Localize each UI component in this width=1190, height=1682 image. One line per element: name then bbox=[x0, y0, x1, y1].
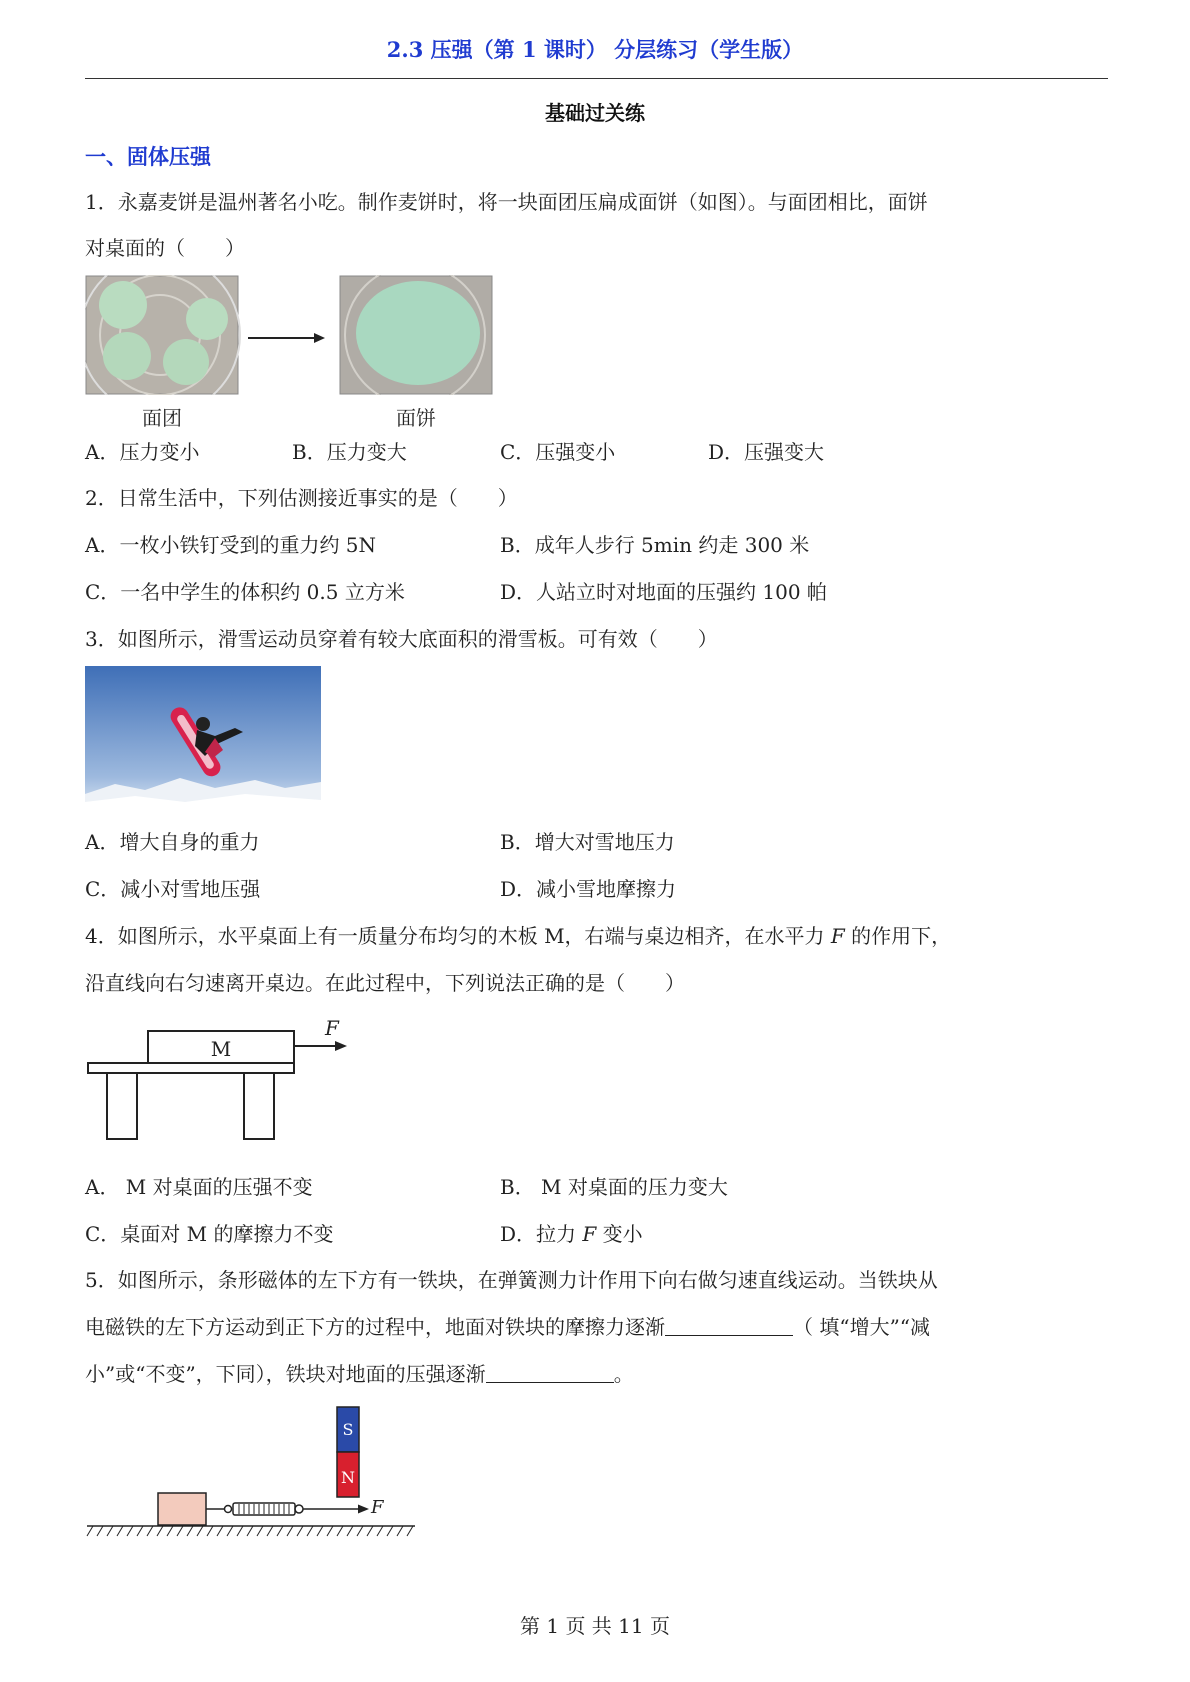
tabletop bbox=[88, 1063, 294, 1073]
q5-blank-friction[interactable] bbox=[665, 1317, 793, 1336]
q5-force-label: F bbox=[371, 1497, 384, 1518]
magnet-s-label: S bbox=[342, 1420, 354, 1439]
q5-line3 bbox=[85, 1362, 634, 1386]
q3-option-a[interactable]: A．增大自身的重力 bbox=[85, 830, 260, 854]
q5-line2-text-a: 电磁铁的左下方运动到正下方的过程中，地面对铁块的摩擦力逐渐 bbox=[85, 1315, 665, 1339]
q4-option-d-text-a: D．拉力 bbox=[500, 1222, 583, 1246]
q3-snowboarder-photo bbox=[85, 666, 321, 814]
q4-line1-var: F bbox=[830, 924, 845, 948]
q2-option-d[interactable]: D．人站立时对地面的压强约 100 帕 bbox=[500, 580, 827, 604]
q5-line3-text-a: 小”或“不变”，下同），铁块对地面的压强逐渐 bbox=[85, 1362, 486, 1386]
q4-option-d-var: F bbox=[582, 1222, 597, 1246]
q1-option-b[interactable]: B．压力变大 bbox=[292, 440, 407, 464]
board-label: M bbox=[210, 1037, 232, 1061]
q5-line2-text-b: （ 填“增大”“减 bbox=[793, 1315, 931, 1339]
q4-line1-text-a: 4．如图所示，水平桌面上有一质量分布均匀的木板 M，右端与桌边相齐，在水平力 bbox=[85, 924, 831, 948]
iron-block bbox=[158, 1493, 206, 1525]
document-title: 2.3 压强（第 1 课时） 分层练习（学生版） bbox=[386, 37, 804, 62]
q4-line2: 沿直线向右匀速离开桌边。在此过程中，下列说法正确的是（ ） bbox=[85, 971, 685, 995]
q5-magnet-figure bbox=[85, 1405, 425, 1545]
q4-option-c[interactable]: C．桌面对 M 的摩擦力不变 bbox=[85, 1222, 334, 1246]
force-label-f: F bbox=[325, 1016, 339, 1040]
section-subtitle: 基础过关练 bbox=[545, 101, 645, 125]
q1-option-d[interactable]: D．压强变大 bbox=[708, 440, 825, 464]
q2-option-a[interactable]: A．一枚小铁钉受到的重力约 5N bbox=[85, 533, 377, 557]
q3-option-d[interactable]: D．减小雪地摩擦力 bbox=[500, 877, 677, 901]
page-footer: 第 1 页 共 11 页 bbox=[520, 1614, 670, 1638]
q4-line1-text-b: 的作用下， bbox=[844, 924, 952, 948]
table-leg-right bbox=[244, 1073, 274, 1139]
q5-blank-pressure[interactable] bbox=[486, 1364, 614, 1383]
q3-option-c[interactable]: C．减小对雪地压强 bbox=[85, 877, 261, 901]
section-heading-solid-pressure: 一、固体压强 bbox=[85, 144, 211, 169]
q4-option-d[interactable] bbox=[500, 1222, 643, 1246]
q5-line3-text-b: 。 bbox=[613, 1362, 634, 1386]
flatbread-photo bbox=[340, 275, 492, 395]
magnet-n-label: N bbox=[341, 1468, 355, 1487]
q3-option-b[interactable]: B．增大对雪地压力 bbox=[500, 830, 675, 854]
q4-line1 bbox=[85, 924, 951, 948]
q1-line1: 1．永嘉麦饼是温州著名小吃。制作麦饼时，将一块面团压扁成面饼（如图）。与面团相比，面饼 bbox=[85, 190, 928, 214]
q2-line1: 2．日常生活中，下列估测接近事实的是（ ） bbox=[85, 486, 518, 510]
q4-table-figure bbox=[85, 1015, 365, 1145]
q1-figure bbox=[85, 275, 505, 395]
q4-option-b[interactable]: B． M 对桌面的压力变大 bbox=[500, 1175, 728, 1199]
q1-caption-flatbread: 面饼 bbox=[396, 406, 436, 430]
q4-option-d-text-b: 变小 bbox=[596, 1222, 643, 1246]
q1-line2: 对桌面的（ ） bbox=[85, 236, 245, 260]
ground-hatch bbox=[87, 1526, 413, 1536]
dough-balls-photo bbox=[85, 275, 240, 395]
q2-option-c[interactable]: C．一名中学生的体积约 0.5 立方米 bbox=[85, 580, 405, 604]
header-rule bbox=[85, 78, 1108, 79]
q1-caption-dough: 面团 bbox=[142, 406, 182, 430]
table-leg-left bbox=[107, 1073, 137, 1139]
q5-line1: 5．如图所示，条形磁体的左下方有一铁块，在弹簧测力计作用下向右做匀速直线运动。当铁块从 bbox=[85, 1268, 938, 1292]
q3-line1: 3．如图所示，滑雪运动员穿着有较大底面积的滑雪板。可有效（ ） bbox=[85, 627, 718, 651]
q1-option-c[interactable]: C．压强变小 bbox=[500, 440, 616, 464]
q5-line2 bbox=[85, 1315, 930, 1339]
q4-option-a[interactable]: A． M 对桌面的压强不变 bbox=[85, 1175, 313, 1199]
q2-option-b[interactable]: B．成年人步行 5min 约走 300 米 bbox=[500, 533, 810, 557]
q1-option-a[interactable]: A．压力变小 bbox=[85, 440, 200, 464]
